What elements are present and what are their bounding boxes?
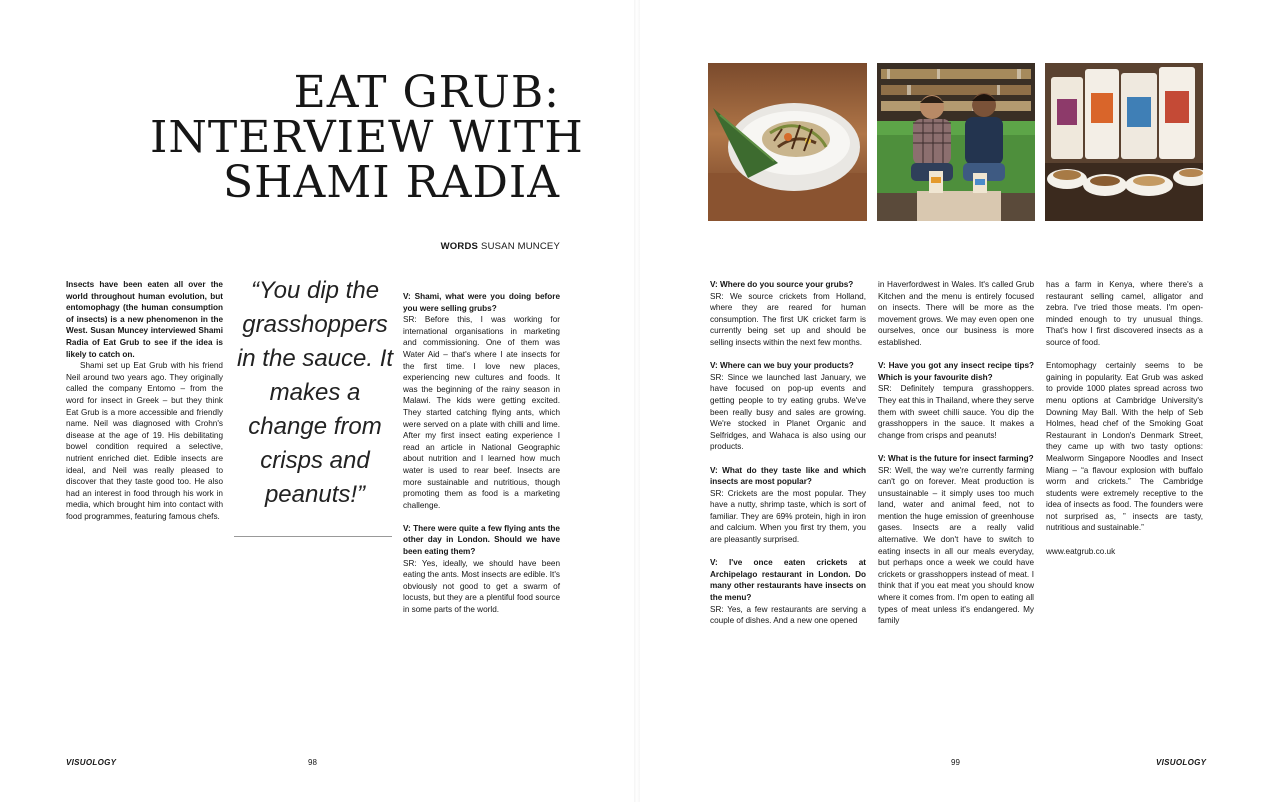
product-packs-photo (1045, 63, 1203, 221)
answer-5: SR: Crickets are the most popular. They have a nutty, shrimp taste, which is sort of familiar. They are 69% protein, high in iron and calcium. When you first try them, you are pleasantly surprised. (710, 488, 866, 545)
byline-author: SUSAN MUNCEY (481, 241, 560, 252)
intro-column (66, 279, 223, 522)
question-5: V: What do they taste like and which insects are most popular? (710, 465, 866, 487)
article-title (150, 67, 584, 208)
question-4: V: Where can we buy your products? (710, 361, 854, 371)
question-6: V: I've once eaten crickets at Archipelago restaurant in London. Do many other restaurants have insects on the menu? (710, 558, 866, 603)
answer-6-continued: in Haverfordwest in Wales. It's called Grub Kitchen and the menu is entirely focused on insects. There will be more as the movement grows. We may even open one ourselves, once our business is more established. (878, 280, 1034, 347)
folio-brand-left: VISUOLOGY (66, 758, 117, 767)
answer-8: SR: Well, the way we're currently farming can't go on forever. Meat production is unsustainable – it simply uses too much land, water and animal feed, not to mention the huge emission of greenhouse gases. Insects are a really valid alternative. We don't have to switch to eating insects in all our meals everyday, but perhaps once a week we could have crickets or grasshoppers instead of meat. I think that if you eat meat you should know where it comes from. I'm open to eating all types of meat unless it's endangered. My family (878, 465, 1034, 626)
answer-6: SR: Yes, a few restaurants are serving a couple of dishes. And a new one opened (710, 604, 866, 626)
food-dish-photo (708, 63, 867, 221)
answer-4: SR: Since we launched last January, we have focused on pop-up events and getting people to try eating grubs. We've been really busy and sales are growing. We're stocked in Planet Organic and Selfridges, and Wahaca is also using our products. (710, 372, 866, 452)
answer-1: SR: Before this, I was working for international organisations in marketing and commissioning. One of them was Water Aid – that's where I ate insects for the first time. I love new places, experiencing new cultures and foods. It was the beginning of the rainy season in Malawi. The kids were getting excited. They started catching flying ants, which were served on a plate with chilli and lime. After my first insect eating experience I read an article in National Geographic about nutrition and I learned how much water is used to rear beef. Insects are more sustainable and nutritious, though promoting them as food is a marketing challenge. (403, 315, 560, 510)
founders-photo (877, 63, 1035, 221)
byline (380, 241, 560, 252)
page-number-right: 99 (951, 758, 960, 767)
byline-label: WORDS (440, 241, 479, 252)
question-1: V: Shami, what were you doing before you were selling grubs? (403, 292, 560, 313)
closing-paragraph: Entomophagy certainly seems to be gaining in popularity. Eat Grub was asked to provide 1000 plates spread across two menu options at Cambridge University's Downing May Ball. With the help of Seb Holmes, head chef of the Smoking Goat Restaurant in London's Denmark Street, they came up with two tasty options: Mealworm Singapore Noodles and Insect Miang – “a flavour explosion with buffalo worm and crickets.” The Cambridge students were extremely receptive to the idea of insects as food. The founders were not surprised as, ” insects are tasty, nutritious and sustainable.” (1046, 361, 1203, 533)
title-line-1: EAT GRUB: (293, 67, 560, 118)
interview-column-3 (878, 279, 1034, 627)
folio-brand-right: VISUOLOGY (1156, 758, 1207, 767)
interview-column-2 (710, 279, 866, 627)
pull-quote: “You dip the grasshoppers in the sauce. It makes a change from crisps and peanuts!” (236, 277, 394, 508)
intro-body: Shami set up Eat Grub with his friend Neil around two years ago. They originally called the company Entomo – from the word for insect in Greek – but they think Eat Grub is a more accessible and friendly name. Neil was diagnosed with Crohn's disease at the age of 19. His debilitating bowel condition required a selective, nutrient enriched diet. Edible insects are ideal, and Neil was really pleased to discover that they taste good too. He also had an interest in food through his work in media, which brought him into contact with food programmes, featuring famous chefs. (66, 361, 223, 521)
question-8: V: What is the future for insect farming? (878, 453, 1034, 463)
answer-3: SR: We source crickets from Holland, where they are reared for human consumption. The first UK cricket farm is currently being set up and should be selling insects within the next few months. (710, 291, 866, 347)
question-3: V: Where do you source your grubs? (710, 280, 854, 289)
website-link[interactable]: www.eatgrub.co.uk (1046, 546, 1116, 556)
answer-2: SR: Yes, ideally, we should have been eating the ants. Most insects are edible. It's obviously not good to get a swarm of locusts, but they are a plentiful food source in some parts of the world. (403, 558, 560, 615)
page-gutter (634, 0, 640, 802)
question-2: V: There were quite a few flying ants the other day in London. Should we have been eating them? (403, 523, 560, 557)
page-number-left: 98 (308, 758, 317, 767)
title-line-2: INTERVIEW WITH (150, 112, 584, 163)
interview-column-1 (403, 291, 560, 616)
intro-standfirst: Insects have been eaten all over the world throughout human evolution, but entomophagy (the human consumption of insects) is a new phenomenon in the West. Susan Muncey interviewed Shami Radia of Eat Grub to see if the idea is likely to catch on. (66, 280, 223, 359)
answer-7: SR: Definitely tempura grasshoppers. They eat this in Thailand, where they serve them with sweet chilli sauce. You dip the grasshoppers in the sauce. It makes a change from crisps and peanuts! (878, 384, 1034, 440)
answer-8-continued: has a farm in Kenya, where there's a restaurant selling camel, alligator and zebra. I've tried those meats. I'm open-minded enough to try unusual things. That's how I first discovered insects as a source of food. (1046, 280, 1203, 347)
pull-quote-rule (234, 536, 392, 537)
interview-column-4 (1046, 279, 1203, 557)
title-line-3: SHAMI RADIA (222, 157, 560, 208)
question-7: V: Have you got any insect recipe tips? Which is your favourite dish? (878, 361, 1034, 382)
